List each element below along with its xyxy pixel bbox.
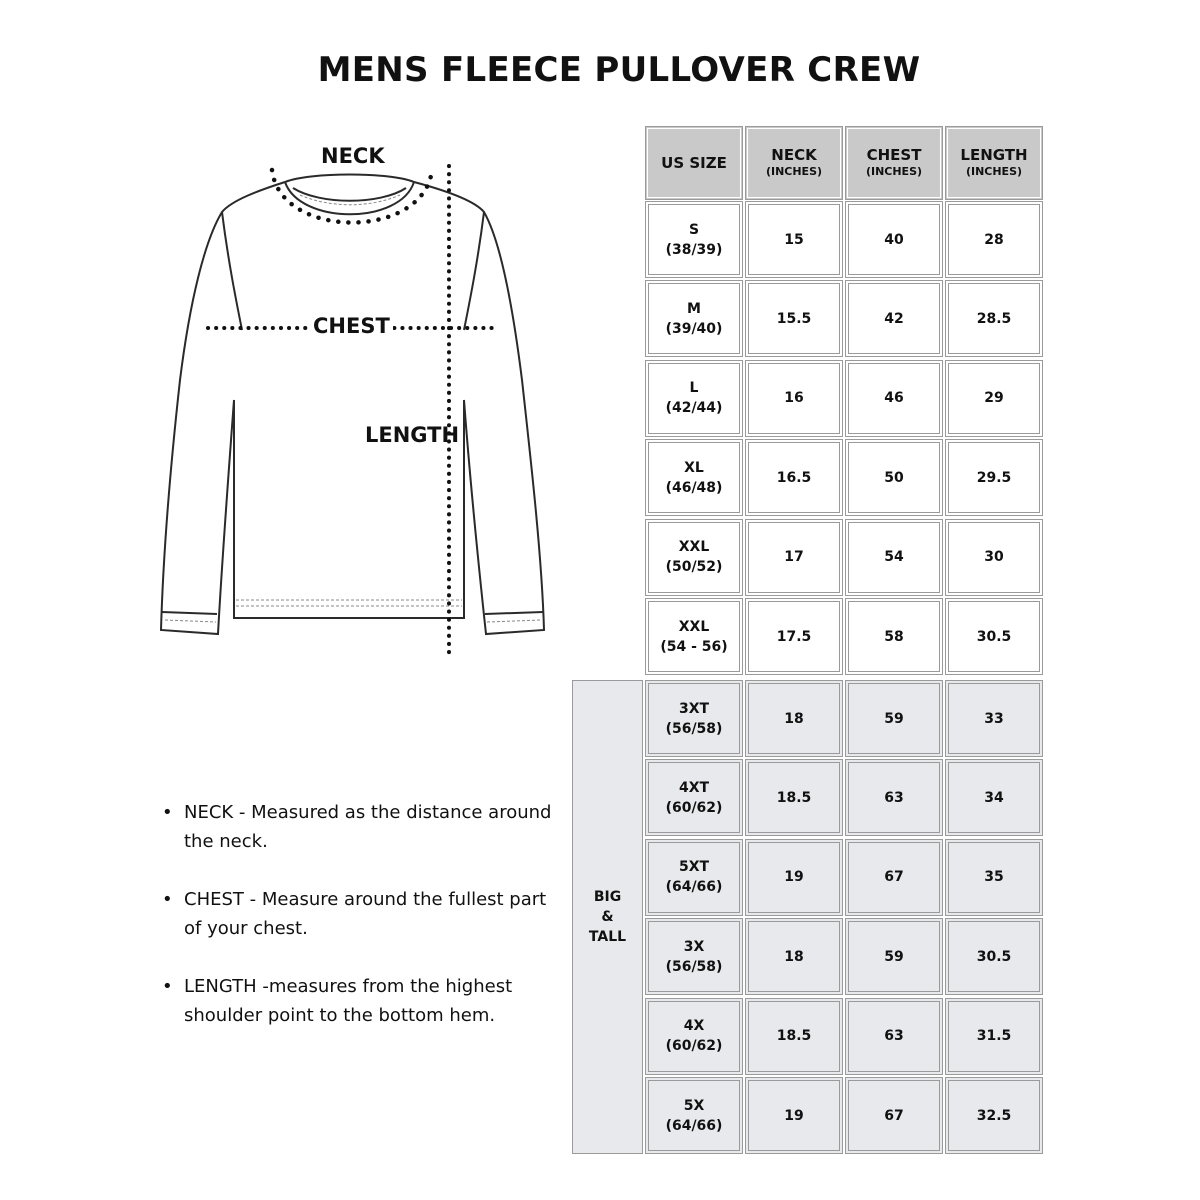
chest-value: 42	[884, 310, 904, 327]
chest-value: 59	[884, 948, 904, 965]
bullet-icon: •	[162, 976, 173, 997]
size-cell	[645, 1077, 743, 1154]
chest-value: 63	[884, 789, 904, 806]
chest-cell	[845, 439, 943, 516]
length-cell	[945, 998, 1043, 1075]
size-cell	[645, 360, 743, 437]
length-cell	[945, 280, 1043, 357]
neck-cell	[745, 439, 843, 516]
length-value: 32.5	[976, 1107, 1012, 1124]
size-label: 4X	[683, 1018, 705, 1035]
column-header-title: NECK	[771, 146, 817, 164]
chest-cell	[845, 839, 943, 916]
chest-value: 63	[884, 1028, 904, 1045]
column-header-unit: (INCHES)	[765, 165, 823, 178]
length-cell	[945, 201, 1043, 278]
size-label: XXL	[678, 618, 710, 635]
neck-value: 18.5	[776, 1028, 812, 1045]
length-value: 30.5	[976, 628, 1012, 645]
size-alt-label: (60/62)	[665, 1038, 723, 1055]
chest-value: 40	[884, 231, 904, 248]
length-label: LENGTH	[365, 423, 460, 447]
big-tall-label-line: TALL	[588, 929, 627, 946]
size-cell	[645, 680, 743, 757]
column-header-unit: (INCHES)	[865, 165, 923, 178]
big-tall-label-line: BIG	[593, 889, 622, 906]
size-cell	[645, 839, 743, 916]
neck-cell	[745, 680, 843, 757]
size-label: M	[687, 300, 701, 317]
chest-cell	[845, 998, 943, 1075]
neck-cell	[745, 1077, 843, 1154]
neck-cell	[745, 759, 843, 836]
neck-value: 15.5	[776, 310, 812, 327]
size-cell	[645, 280, 743, 357]
size-alt-label: (64/66)	[665, 879, 723, 896]
size-alt-label: (42/44)	[665, 400, 723, 417]
length-value: 29	[984, 390, 1004, 407]
neck-cell	[745, 839, 843, 916]
neck-value: 18	[784, 710, 804, 727]
neck-cell	[745, 360, 843, 437]
chest-cell	[845, 201, 943, 278]
neck-value: 19	[784, 1107, 804, 1124]
chest-value: 67	[884, 869, 904, 886]
size-alt-label: (56/58)	[665, 958, 723, 975]
neck-cell	[745, 598, 843, 675]
page-title: MENS FLEECE PULLOVER CREW	[317, 50, 921, 90]
neck-cell	[745, 998, 843, 1075]
chest-cell	[845, 360, 943, 437]
length-cell	[945, 1077, 1043, 1154]
big-tall-group-label	[572, 680, 643, 1154]
sweatshirt-diagram	[150, 140, 570, 680]
neck-label: NECK	[318, 144, 388, 168]
size-alt-label: (46/48)	[665, 479, 723, 496]
length-value: 30	[984, 549, 1004, 566]
size-label: 5XT	[678, 859, 710, 876]
size-label: 4XT	[678, 779, 710, 796]
column-header-title: US SIZE	[661, 154, 727, 172]
length-value: 29.5	[976, 469, 1012, 486]
size-cell	[645, 598, 743, 675]
size-cell	[645, 201, 743, 278]
size-alt-label: (54 - 56)	[660, 638, 728, 655]
size-alt-label: (39/40)	[665, 320, 723, 337]
column-header-title: LENGTH	[960, 146, 1028, 164]
length-value: 31.5	[976, 1028, 1012, 1045]
measurement-notes	[160, 798, 560, 1059]
neck-cell	[745, 918, 843, 995]
chest-value: 59	[884, 710, 904, 727]
size-label: 3X	[683, 938, 705, 955]
length-value: 34	[984, 789, 1004, 806]
chest-value: 46	[884, 390, 904, 407]
chest-cell	[845, 759, 943, 836]
size-alt-label: (60/62)	[665, 799, 723, 816]
note-length: • LENGTH -measures from the highest shoulder point to the bottom hem.	[160, 972, 560, 1030]
neck-value: 17	[784, 549, 804, 566]
chest-value: 67	[884, 1107, 904, 1124]
length-value: 28	[984, 231, 1004, 248]
chest-cell	[845, 918, 943, 995]
size-label: XXL	[678, 539, 710, 556]
size-alt-label: (64/66)	[665, 1117, 723, 1134]
length-value: 33	[984, 710, 1004, 727]
size-label: L	[689, 380, 699, 397]
size-label: S	[688, 221, 700, 238]
length-cell	[945, 519, 1043, 596]
neck-value: 15	[784, 231, 804, 248]
column-header	[845, 126, 943, 200]
length-cell	[945, 918, 1043, 995]
length-cell	[945, 360, 1043, 437]
size-cell	[645, 998, 743, 1075]
chest-label: CHEST	[310, 314, 393, 338]
size-cell	[645, 918, 743, 995]
column-header	[945, 126, 1043, 200]
chest-cell	[845, 1077, 943, 1154]
length-value: 35	[984, 869, 1004, 886]
length-value: 30.5	[976, 948, 1012, 965]
size-alt-label: (38/39)	[665, 241, 723, 258]
neck-value: 18	[784, 948, 804, 965]
note-neck: • NECK - Measured as the distance around the neck.	[160, 798, 560, 856]
column-header	[745, 126, 843, 200]
chest-cell	[845, 680, 943, 757]
chest-value: 50	[884, 469, 904, 486]
column-header-title: CHEST	[866, 146, 922, 164]
neck-cell	[745, 201, 843, 278]
length-cell	[945, 759, 1043, 836]
length-cell	[945, 598, 1043, 675]
column-header	[645, 126, 743, 200]
neck-value: 16	[784, 390, 804, 407]
length-cell	[945, 439, 1043, 516]
neck-value: 17.5	[776, 628, 812, 645]
length-value: 28.5	[976, 310, 1012, 327]
chest-value: 58	[884, 628, 904, 645]
neck-cell	[745, 280, 843, 357]
neck-value: 16.5	[776, 469, 812, 486]
size-cell	[645, 759, 743, 836]
bullet-icon: •	[162, 889, 173, 910]
chest-cell	[845, 280, 943, 357]
column-header-unit: (INCHES)	[965, 165, 1023, 178]
bullet-icon: •	[162, 802, 173, 823]
chest-cell	[845, 598, 943, 675]
neck-value: 18.5	[776, 789, 812, 806]
size-alt-label: (50/52)	[665, 559, 723, 576]
note-chest: • CHEST - Measure around the fullest part of your chest.	[160, 885, 560, 943]
neck-cell	[745, 519, 843, 596]
size-label: 5X	[683, 1097, 705, 1114]
size-cell	[645, 439, 743, 516]
chest-value: 54	[884, 549, 904, 566]
big-tall-label-line: &	[601, 909, 614, 926]
chest-cell	[845, 519, 943, 596]
size-label: 3XT	[678, 700, 710, 717]
length-cell	[945, 839, 1043, 916]
neck-value: 19	[784, 869, 804, 886]
size-cell	[645, 519, 743, 596]
sweatshirt-icon	[150, 140, 570, 680]
size-label: XL	[684, 459, 704, 476]
length-cell	[945, 680, 1043, 757]
size-alt-label: (56/58)	[665, 720, 723, 737]
